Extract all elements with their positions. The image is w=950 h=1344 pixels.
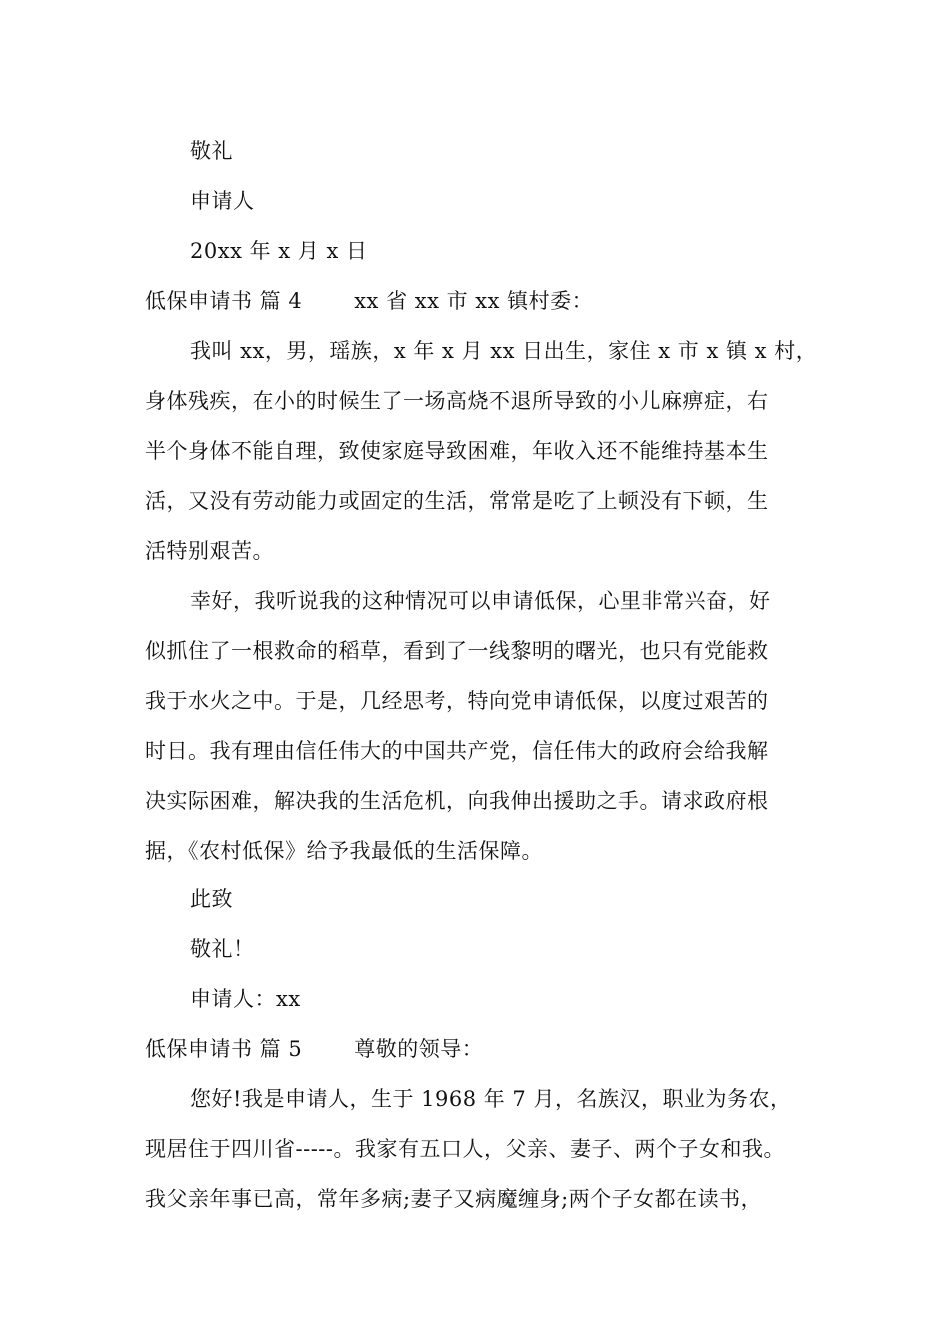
closing-salute: 敬礼！	[190, 937, 255, 961]
paragraph-line: 我父亲年事已高，常年多病;妻子又病魔缠身;两个子女都在读书，	[145, 1187, 763, 1211]
closing-salute: 敬礼	[190, 139, 233, 163]
paragraph-line: 据，《农村低保》给予我最低的生活保障。	[145, 839, 543, 863]
paragraph-line: 我于水火之中。于是，几经思考，特向党申请低保，以度过艰苦的	[145, 689, 769, 713]
section-heading-4	[145, 286, 593, 316]
closing-phrase: 此致	[190, 887, 233, 911]
paragraph-line: 现居住于四川省-----。我家有五口人，父亲、妻子、两个子女和我。	[145, 1137, 785, 1161]
paragraph-line: 时日。我有理由信任伟大的中国共产党，信任伟大的政府会给我解	[145, 739, 769, 763]
paragraph-line: 我叫 xx，男，瑶族，x 年 x 月 xx 日出生，家住 x 市 x 镇 x 村，	[190, 339, 818, 363]
section-title: 低保申请书 篇 5	[145, 1037, 303, 1061]
recipient-line: xx 省 xx 市 xx 镇村委：	[354, 289, 594, 313]
paragraph-line: 身体残疾，在小的时候生了一场高烧不退所导致的小儿麻痹症，右	[145, 389, 769, 413]
date-line: 20xx 年 x 月 x 日	[190, 239, 368, 263]
paragraph-line: 幸好，我听说我的这种情况可以申请低保，心里非常兴奋，好	[190, 589, 771, 613]
paragraph-line: 活特别艰苦。	[145, 539, 274, 563]
applicant-label: 申请人	[190, 189, 255, 213]
section-title: 低保申请书 篇 4	[145, 289, 303, 313]
paragraph-line: 决实际困难，解决我的生活危机，向我伸出援助之手。请求政府根	[145, 789, 769, 813]
section-heading-5	[145, 1034, 483, 1064]
applicant-signature: 申请人：xx	[190, 987, 301, 1011]
paragraph-line: 半个身体不能自理，致使家庭导致困难，年收入还不能维持基本生	[145, 439, 769, 463]
paragraph-line: 似抓住了一根救命的稻草，看到了一线黎明的曙光，也只有党能救	[145, 639, 769, 663]
paragraph-line: 活，又没有劳动能力或固定的生活，常常是吃了上顿没有下顿，生	[145, 489, 769, 513]
paragraph-line: 您好!我是申请人，生于 1968 年 7 月，名族汉，职业为务农，	[190, 1087, 792, 1111]
recipient-line: 尊敬的领导：	[354, 1037, 484, 1061]
